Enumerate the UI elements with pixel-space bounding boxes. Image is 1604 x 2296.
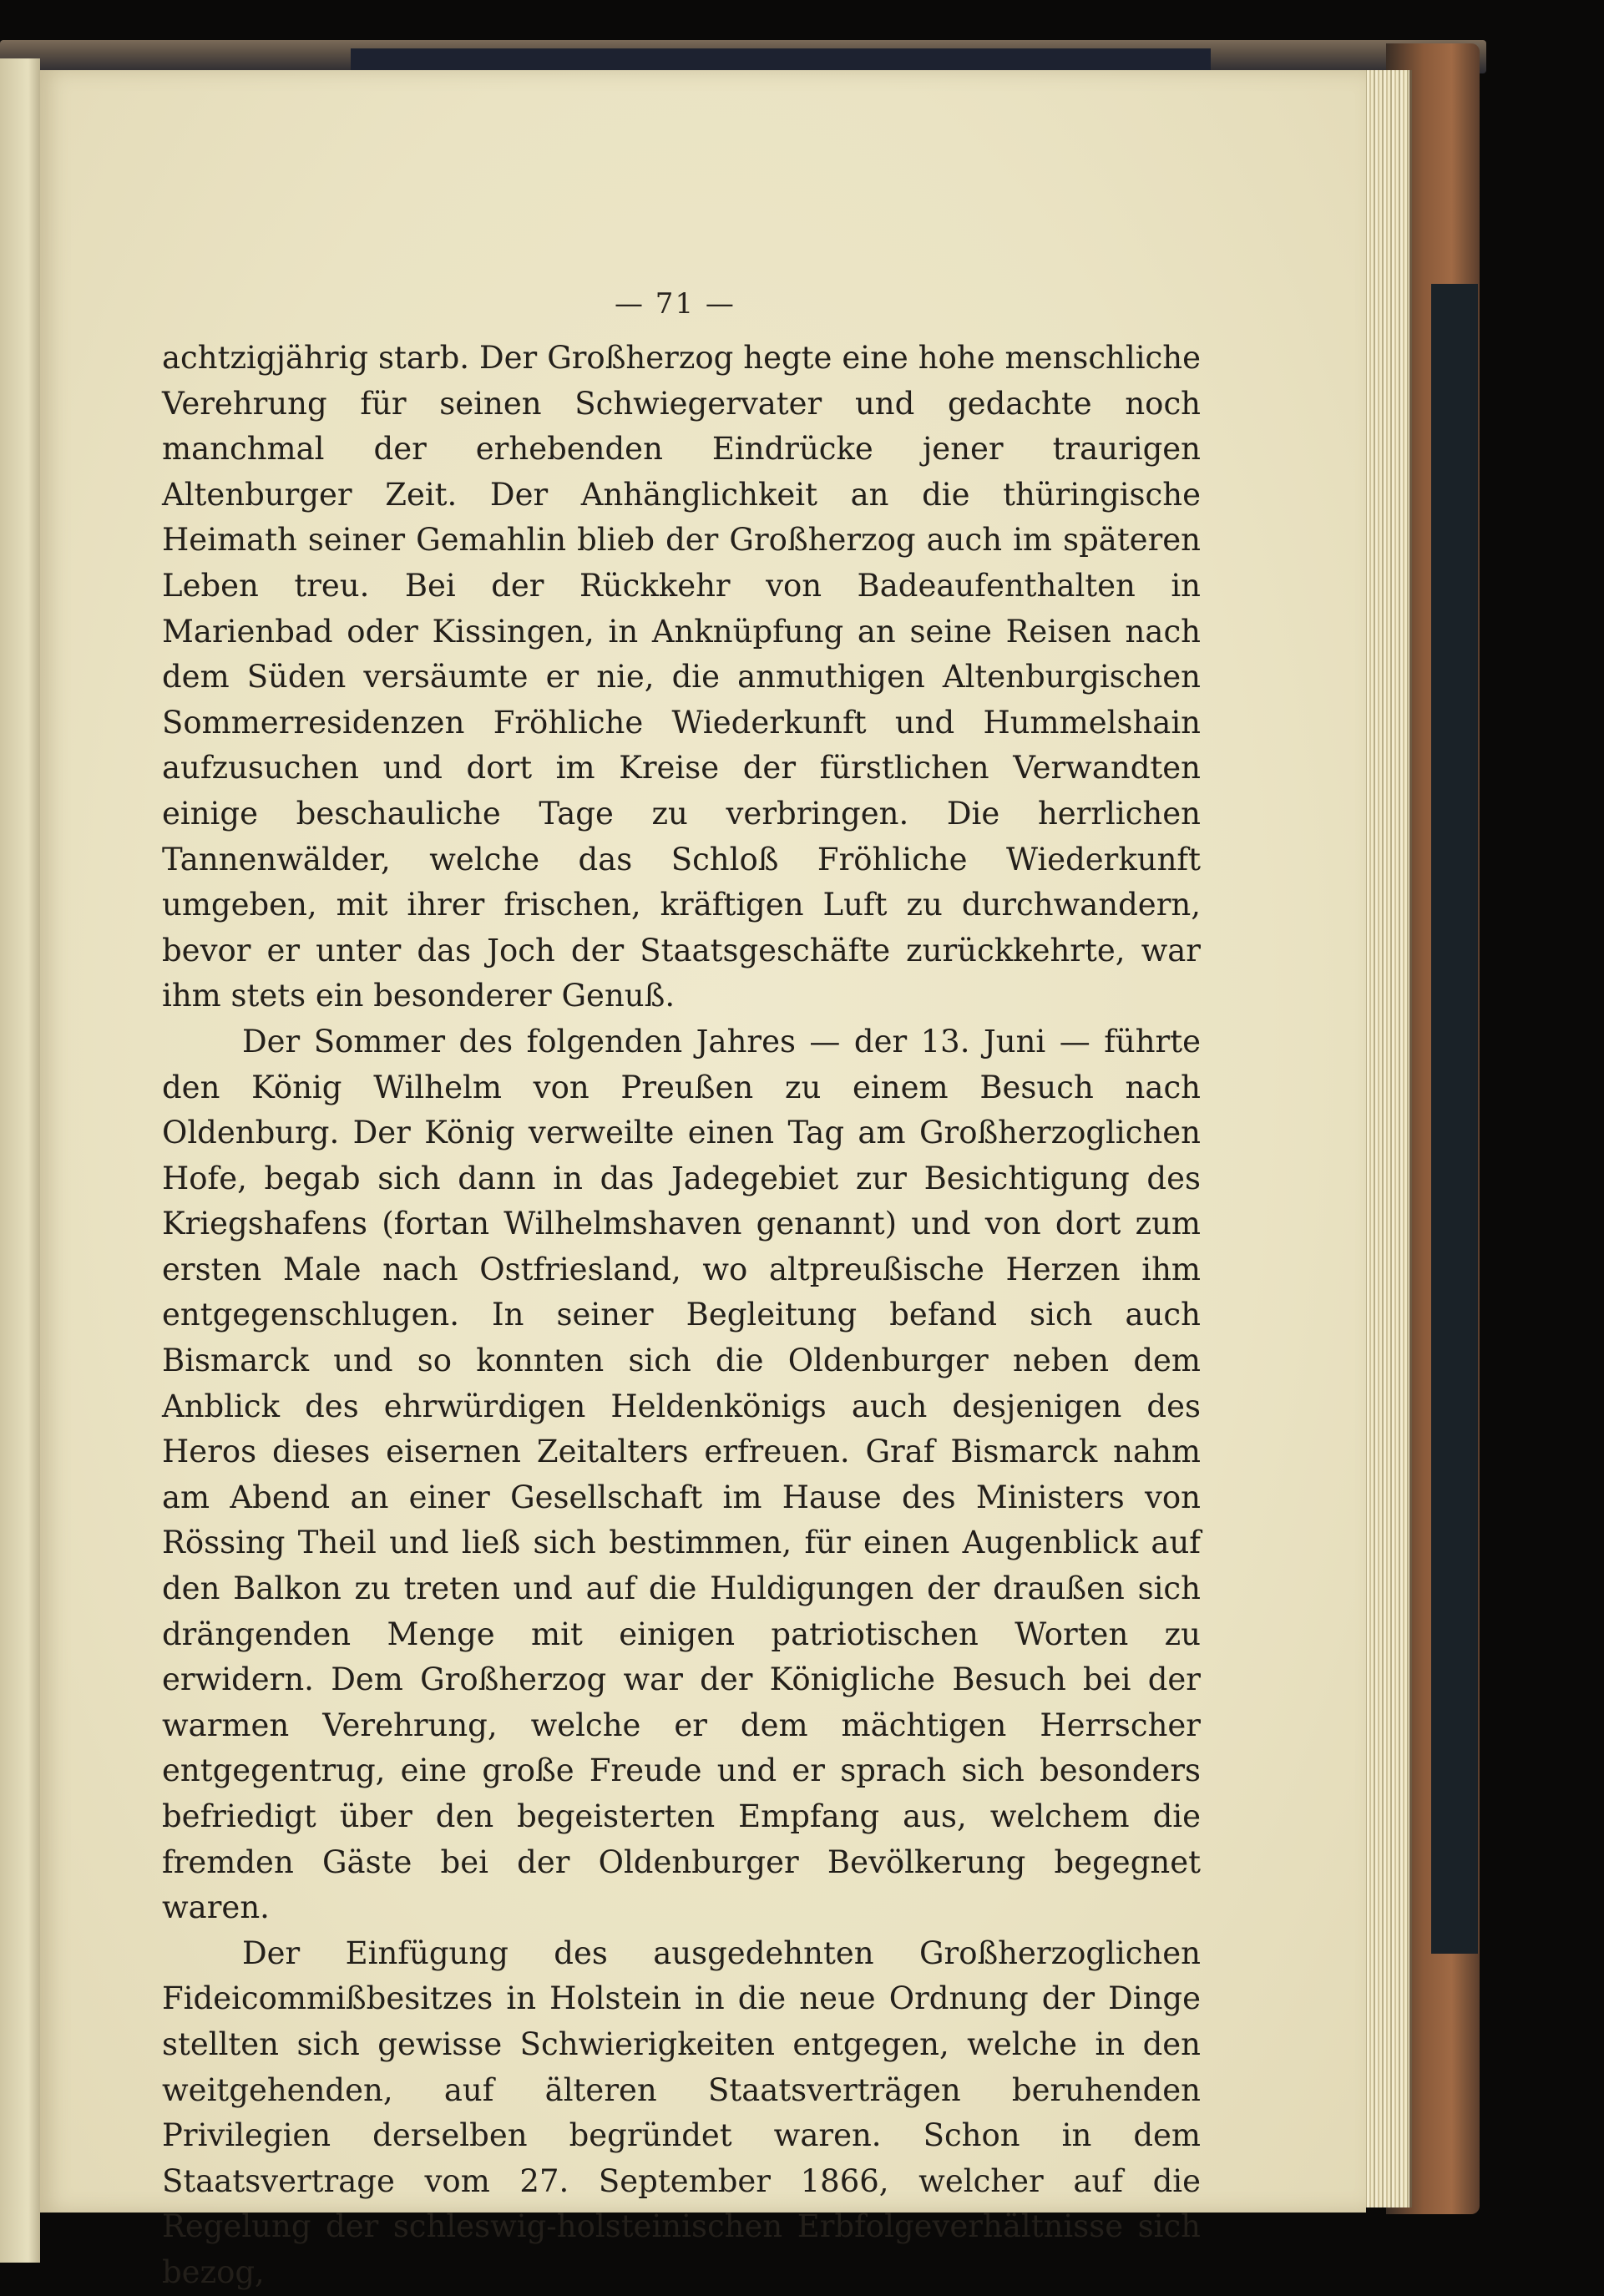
book-page xyxy=(40,70,1366,2290)
paragraph-1: achtzigjährig starb. Der Großherzog hegte eine hohe menschliche Verehrung für seinen Schwiegervater und gedachte noch manchmal der erhebenden Eindrücke jener traurigen Altenburger Zeit. Der Anhänglichkeit an die thüringische Heimath seiner Gemahlin blieb der Großherzog auch im späteren Leben treu. Bei der Rückkehr von Badeaufenthalten in Marienbad oder Kissingen, in Anknüpfung an seine Reisen nach dem Süden versäumte er nie, die anmuthigen Altenburgischen Sommerresidenzen Fröhliche Wiederkunft und Hummelshain aufzusuchen und dort im Kreise der fürstlichen Verwandten einige beschauliche Tage zu verbringen. Die herrlichen Tannenwälder, welche das Schloß Fröhliche Wiederkunft umgeben, mit ihrer frischen, kräftigen Luft zu durchwandern, bevor er unter das Joch der Staatsgeschäfte zurückkehrte, war ihm stets ein besonderer Genuß. xyxy=(162,340,1201,1014)
facing-page-edge xyxy=(0,58,40,2263)
paragraph-3: Der Einfügung des ausgedehnten Großherzoglichen Fideicommißbesitzes in Holstein in die neue Ordnung der Dinge stellten sich gewisse Schwierigkeiten entgegen, welche in den weitgehenden, auf älteren Staatsverträgen beruhenden Privilegien derselben begründet waren. Schon in dem Staatsvertrage vom 27. September 1866, welcher auf die Regelung der schleswig-holsteinischen Erbfolgeverhältnisse sich bezog, xyxy=(162,1934,1201,2290)
page-stack-edges xyxy=(1363,70,1412,2207)
paragraph-2: Der Sommer des folgenden Jahres — der 13. Juni — führte den König Wilhelm von Preußen zu einem Besuch nach Oldenburg. Der König verweilte einen Tag am Großherzoglichen Hofe, begab sich dann in das Jadegebiet zur Besichtigung des Kriegshafens (fortan Wilhelmshaven genannt) und von dort zum ersten Male nach Ostfriesland, wo altpreußische Herzen ihm entgegenschlugen. In seiner Begleitung befand sich auch Bismarck und so konnten sich die Oldenburger neben dem Anblick des ehrwürdigen Heldenkönigs auch desjenigen des Heros dieses eisernen Zeitalters erfreuen. Graf Bismarck nahm am Abend an einer Gesellschaft im Hause des Ministers von Rössing Theil und ließ sich bestimmen, für einen Augenblick auf den Balkon zu treten und auf die Huldigungen der draußen sich drängenden Menge mit einigen patriotischen Worten zu erwidern. Dem Großherzog war der Königliche Besuch bei der warmen Verehrung, welche er dem mächtigen Herrscher entgegentrug, eine große Freude und er sprach sich besonders befriedigt über den begeisterten Empfang aus, welchem die fremden Gäste bei der Oldenburger Bevölkerung begegnet waren. xyxy=(162,1023,1201,1926)
cover-cloth-strip xyxy=(1431,284,1478,1954)
body-text xyxy=(162,336,1201,2296)
page-number: — 71 — xyxy=(615,287,736,321)
binding-cloth-strip xyxy=(351,48,1211,70)
